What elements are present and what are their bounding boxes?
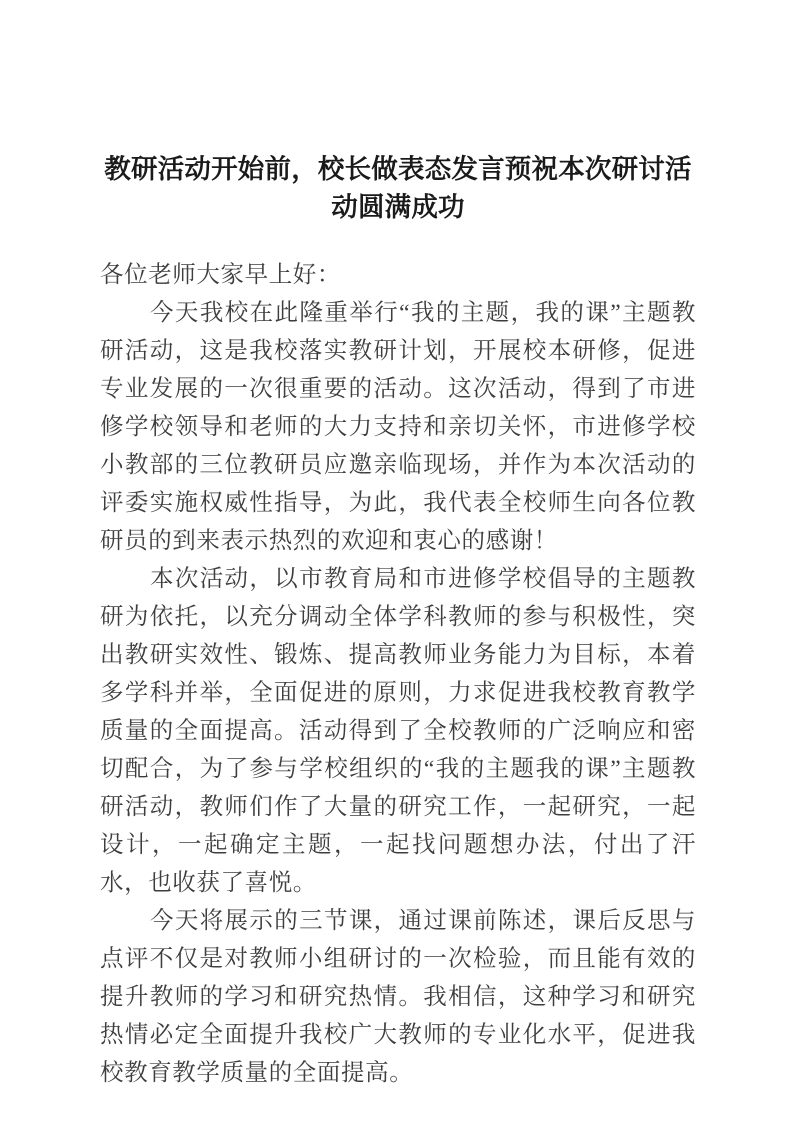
- paragraph-3: 今天将展示的三节课，通过课前陈述，课后反思与点评不仅是对教师小组研讨的一次检验，而且能有效的提升教师的学习和研究热情。我相信，这种学习和研究热情必定全面提升我校广大教师的专业化水平，促进我校教育教学质量的全面提高。: [100, 908, 696, 1086]
- document-content: [100, 150, 696, 1092]
- page-title: 教研活动开始前，校长做表态发言预祝本次研讨活动圆满成功: [104, 154, 692, 222]
- paragraph-greeting: 各位老师大家早上好：: [100, 262, 341, 288]
- paragraph-1: 今天我校在此隆重举行“我的主题，我的课”主题教研活动，这是我校落实教研计划，开展校本研修，促进专业发展的一次很重要的活动。这次活动，得到了市进修学校领导和老师的大力支持和亲切关怀，市进修学校小教部的三位教研员应邀亲临现场，并作为本次活动的评委实施权威性指导，为此，我代表全校师生向各位教研员的到来表示热烈的欢迎和衷心的感谢！: [100, 300, 696, 554]
- paragraph-2: 本次活动，以市教育局和市进修学校倡导的主题教研为依托，以充分调动全体学科教师的参与积极性，突出教研实效性、锻炼、提高教师业务能力为目标，本着多学科并举，全面促进的原则，力求促进我校教育教学质量的全面提高。活动得到了全校教师的广泛响应和密切配合，为了参与学校组织的“我的主题我的课”主题教研活动，教师们作了大量的研究工作，一起研究，一起设计，一起确定主题，一起找问题想办法，付出了汗水，也收获了喜悦。: [100, 566, 696, 896]
- document-body: [100, 256, 696, 1092]
